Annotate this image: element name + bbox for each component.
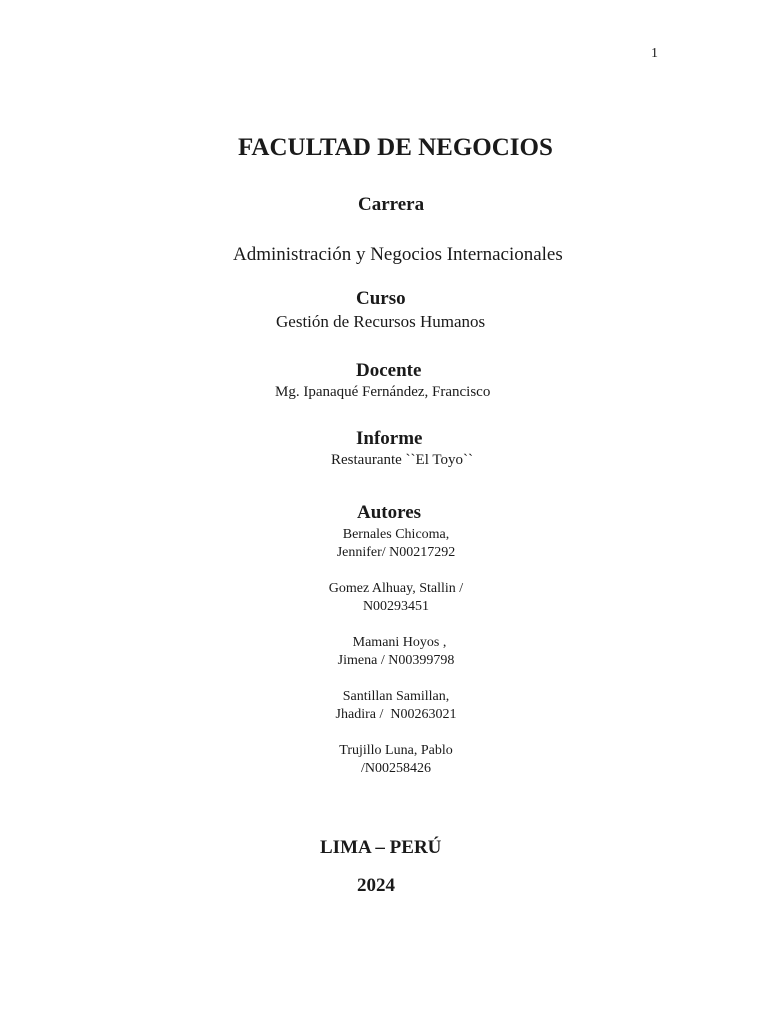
- author-name: Trujillo Luna, Pablo: [339, 743, 453, 758]
- author-entry: [296, 634, 496, 670]
- informe-heading: Informe: [356, 428, 423, 449]
- author-entry: [296, 580, 496, 616]
- curso-value: Gestión de Recursos Humanos: [276, 312, 486, 331]
- author-id: Jhadira / N00263021: [335, 707, 457, 722]
- faculty-title: FACULTAD DE NEGOCIOS: [238, 134, 553, 161]
- docente-value: Mg. Ipanaqué Fernández, Francisco: [275, 384, 491, 400]
- author-name: Santillan Samillan,: [342, 689, 450, 704]
- author-id: N00293451: [362, 599, 430, 614]
- author-id: Jennifer/ N00217292: [336, 545, 456, 560]
- page-number: 1: [651, 46, 658, 61]
- author-id: Jimena / N00399798: [337, 653, 455, 668]
- informe-value: Restaurante ``El Toyo``: [331, 452, 473, 468]
- carrera-value: Administración y Negocios Internacionales: [233, 244, 563, 265]
- autores-heading: Autores: [357, 502, 422, 523]
- author-entry: [296, 526, 496, 562]
- authors-list: [296, 526, 496, 796]
- docente-heading: Docente: [356, 360, 422, 381]
- year: 2024: [357, 875, 395, 896]
- author-entry: [296, 742, 496, 778]
- author-name: Gomez Alhuay, Stallin /: [328, 581, 464, 596]
- author-name: Bernales Chicoma,: [342, 527, 450, 542]
- author-name: Mamani Hoyos ,: [345, 635, 447, 650]
- author-id: /N00258426: [361, 761, 431, 776]
- author-entry: [296, 688, 496, 724]
- curso-heading: Curso: [356, 288, 406, 309]
- location: LIMA – PERÚ: [320, 837, 442, 858]
- carrera-heading: Carrera: [358, 194, 425, 215]
